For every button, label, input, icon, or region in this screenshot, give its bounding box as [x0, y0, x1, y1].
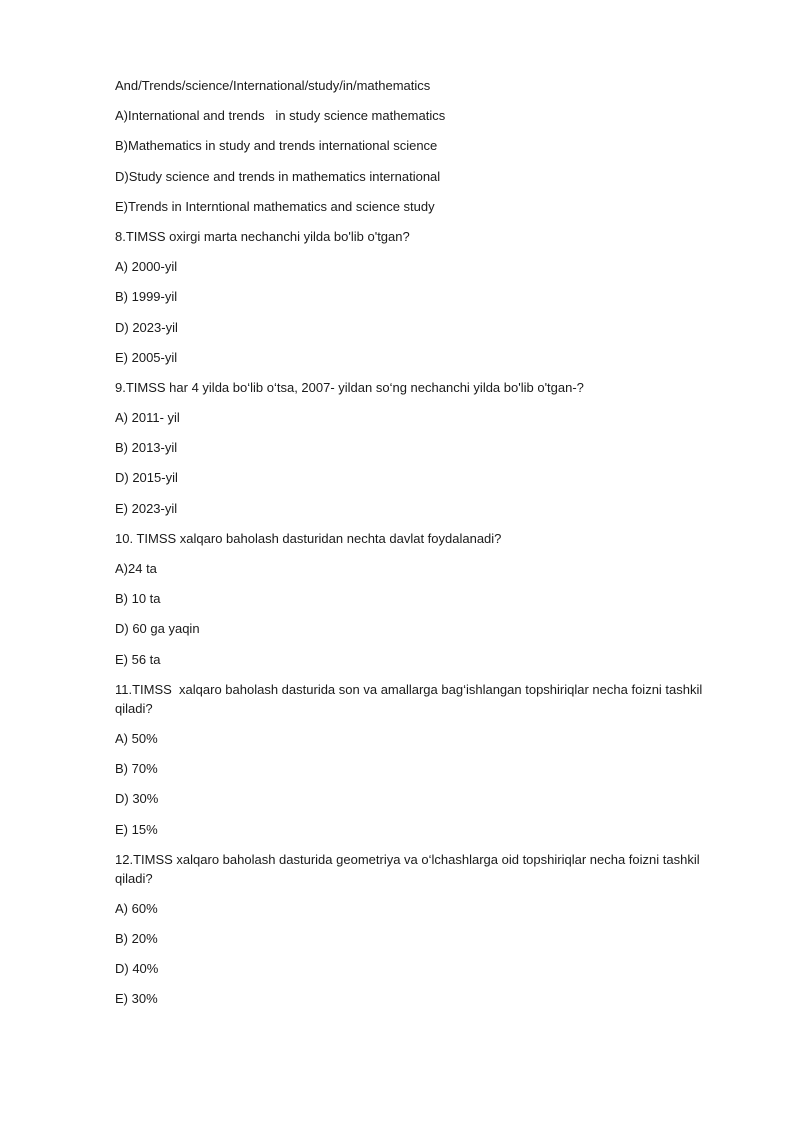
question-12-option-d: D) 40% — [115, 961, 159, 977]
question-11-option-b: B) 70% — [115, 761, 158, 777]
question-9-option-a: A) 2011- yil — [115, 410, 180, 426]
question-7-option-a: A)International and trends in study science mathematics — [115, 108, 446, 124]
question-10-option-d: D) 60 ga yaqin — [115, 621, 200, 637]
question-10-option-e: E) 56 ta — [115, 651, 161, 667]
question-11-text: 11.TIMSS xalqaro baholash dasturida son va amallarga bag‘ishlangan topshiriqlar necha foizni tashkil qiladi? — [115, 681, 706, 716]
question-12-option-b: B) 20% — [115, 931, 158, 947]
question-8-option-a: A) 2000-yil — [115, 259, 178, 275]
question-10-text: 10. TIMSS xalqaro baholash dasturidan nechta davlat foydalanadi? — [115, 530, 502, 546]
question-12-text: 12.TIMSS xalqaro baholash dasturida geometriya va o‘lchashlarga oid topshiriqlar necha foizni tashkil qiladi? — [115, 851, 704, 886]
question-12-option-a: A) 60% — [115, 900, 158, 916]
question-9-option-b: B) 2013-yil — [115, 440, 178, 456]
question-8-option-d: D) 2023-yil — [115, 319, 178, 335]
question-10-option-a: A)24 ta — [115, 561, 157, 576]
question-7-text: And/Trends/science/International/study/in/mathematics — [115, 78, 431, 93]
question-8-text: 8.TIMSS oxirgi marta nechanchi yilda bo'lib o'tgan? — [115, 228, 410, 244]
question-7-option-e: E)Trends in Interntional mathematics and science study — [115, 198, 435, 214]
question-11-option-e: E) 15% — [115, 821, 158, 837]
document-content — [115, 76, 727, 1020]
question-11-option-d: D) 30% — [115, 791, 159, 807]
question-8-option-e: E) 2005-yil — [115, 349, 178, 365]
question-9-option-d: D) 2015-yil — [115, 470, 178, 486]
question-9-text: 9.TIMSS har 4 yilda bo‘lib o‘tsa, 2007- yildan so‘ng nechanchi yilda bo'lib o'tgan-? — [115, 379, 584, 395]
question-7-option-d: D)Study science and trends in mathematics international — [115, 168, 441, 184]
question-9-option-e: E) 2023-yil — [115, 500, 178, 516]
question-7-option-b: B)Mathematics in study and trends international science — [115, 138, 438, 154]
question-10-option-b: B) 10 ta — [115, 591, 161, 607]
question-12-option-e: E) 30% — [115, 991, 158, 1007]
question-11-option-a: A) 50% — [115, 730, 158, 746]
question-8-option-b: B) 1999-yil — [115, 289, 178, 305]
